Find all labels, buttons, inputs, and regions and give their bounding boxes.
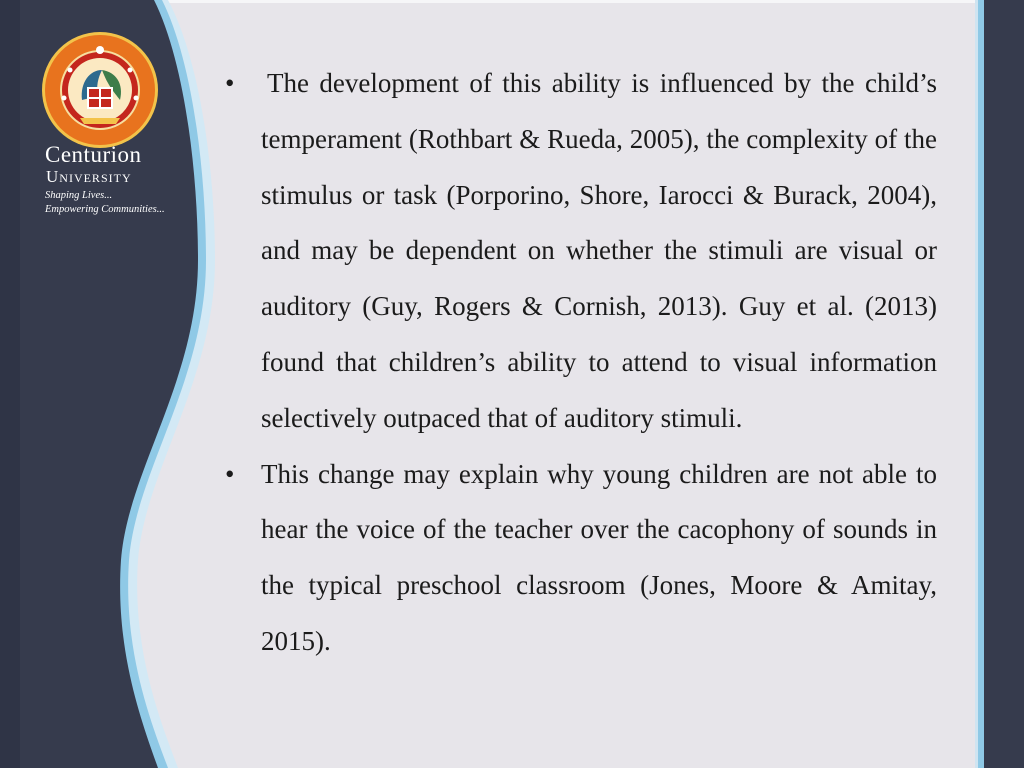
bullet-text: The development of this ability is influenced by the child’s temperament (Rothbart & Rueda, 2005), the complexity of the stimulus or task (Porporino, Shore, Iarocci & Burack, 2004), and may be dependent on whether the stimuli are visual or auditory (Guy, Rogers & Cornish, 2013). Guy et al. (2013) found that children’s ability to attend to visual information selectively outpaced that of auditory stimuli. bbox=[261, 68, 937, 433]
bullet-text: This change may explain why young children are not able to hear the voice of the teacher over the cacophony of sounds in the typical preschool classroom (Jones, Moore & Amitay, 2015). bbox=[261, 458, 937, 656]
brand-name: Centurion bbox=[45, 142, 142, 167]
tagline-line-1: Shaping Lives... bbox=[45, 190, 113, 201]
bullet-item bbox=[225, 447, 937, 670]
tagline-line-2: Empowering Communities... bbox=[45, 204, 165, 215]
university-logo bbox=[40, 30, 160, 150]
brand-subtitle: University bbox=[46, 167, 132, 186]
bullet-item bbox=[225, 56, 937, 447]
right-sidebar bbox=[984, 0, 1024, 768]
bullet-marker: • bbox=[225, 68, 235, 98]
slide-content bbox=[225, 56, 937, 670]
bullet-marker: • bbox=[225, 458, 235, 489]
